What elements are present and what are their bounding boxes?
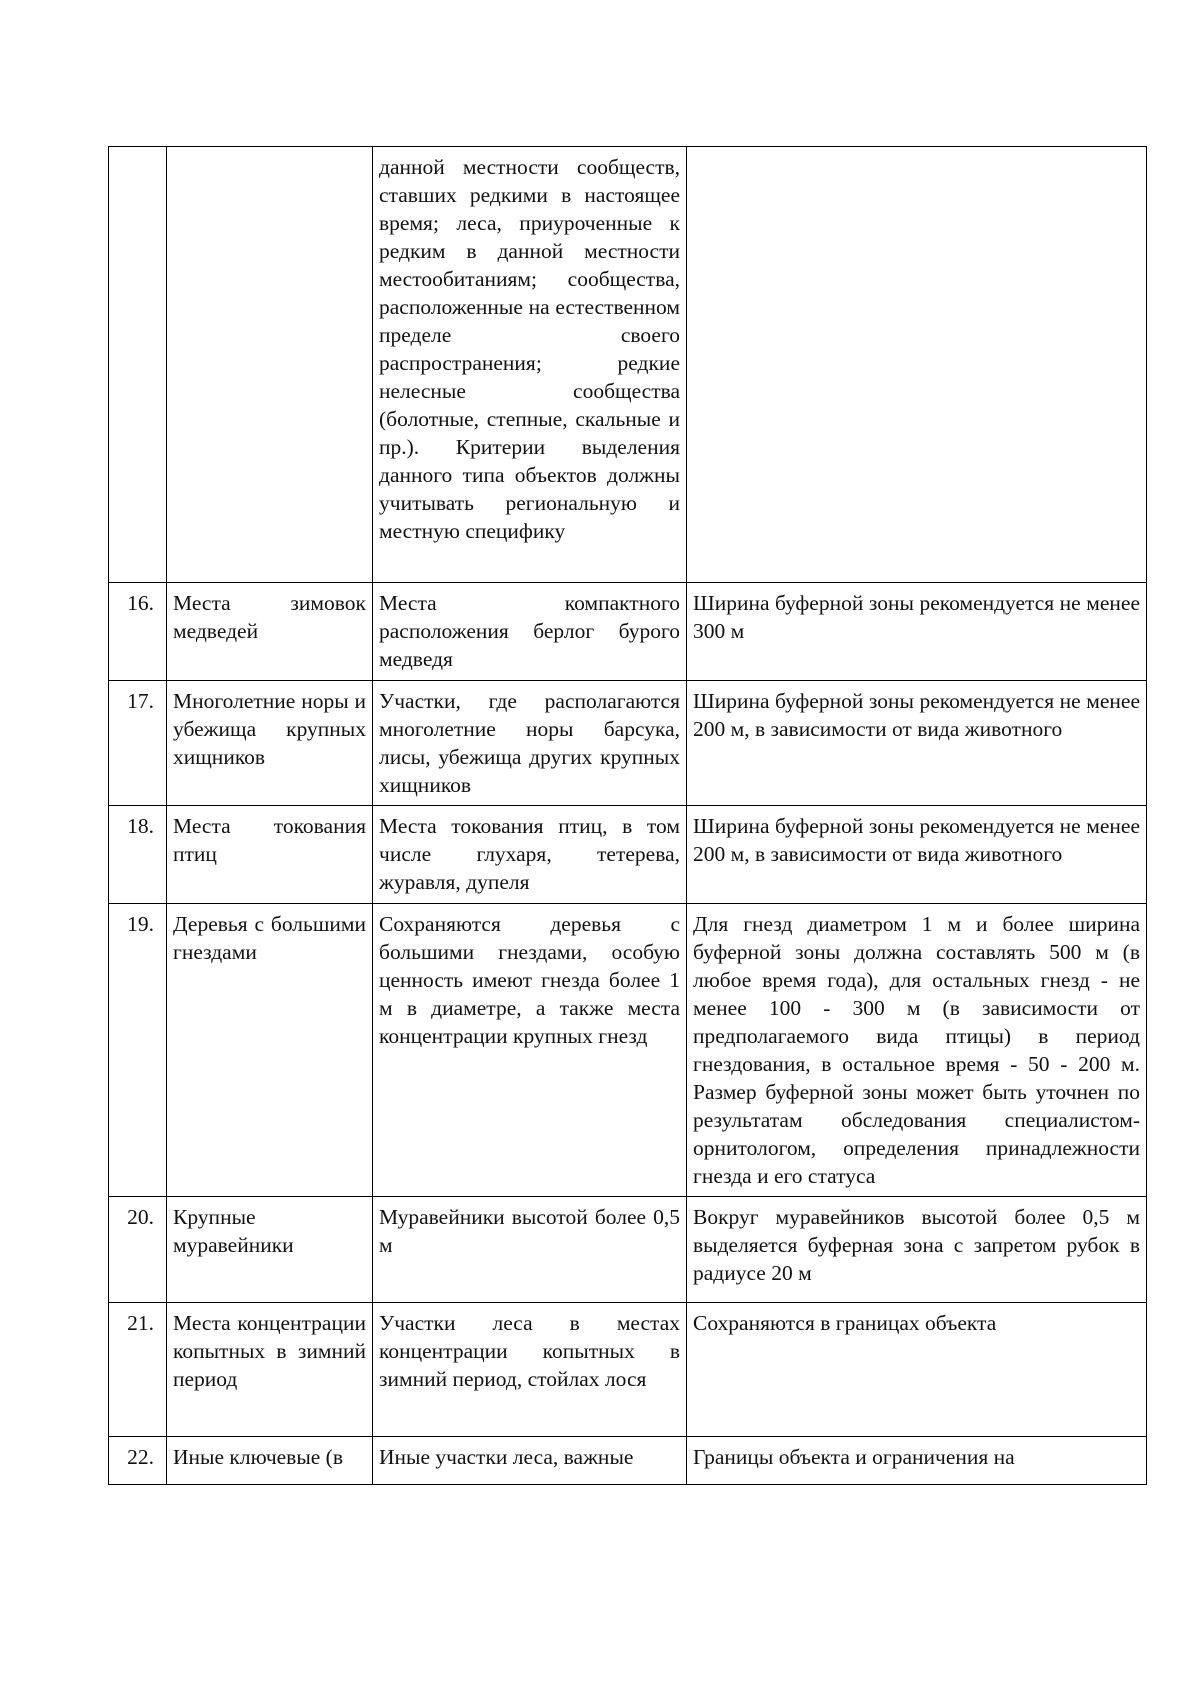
buffer-zone-cell [687,1197,1147,1303]
row-number-cell: 20. [109,1197,167,1303]
object-description-cell [373,806,687,904]
object-description-text: Сохраняются деревья с большими гнездами, особую ценность имеют гнезда более 1 м в диаметре, а также места концентрации крупных гнезд [379,912,680,1048]
object-description-text: Иные участки леса, важные [379,1445,634,1469]
object-name-cell [167,583,373,681]
buffer-zone-cell [687,1437,1147,1485]
object-name-text: Места концентрации копытных в зимний период [173,1311,366,1391]
buffer-zone-text: Ширина буферной зоны рекомендуется не менее 200 м, в зависимости от вида животного [693,689,1140,741]
object-name-text: Места зимовок медведей [173,591,366,643]
object-name-text: Деревья с большими гнездами [173,912,366,964]
object-description-text: Места компактного расположения берлог бурого медведя [379,591,680,671]
object-description-text: Участки, где располагаются многолетние норы барсука, лисы, убежища других крупных хищников [379,689,680,797]
buffer-zone-cell [687,904,1147,1197]
object-description-text: Участки леса в местах концентрации копытных в зимний период, стойлах лося [379,1311,680,1391]
buffer-zone-text: Для гнезд диаметром 1 м и более ширина буферной зоны должна составлять 500 м (в любое время года), для остальных гнезд - не менее 100 - 300 м (в зависимости от предполагаемого вида птицы) в период гнездования, в остальное время - 50 - 200 м. Размер буферной зоны может быть уточнен по результатам обследования специалистом-орнитологом, определения принадлежности гнезда и его статуса [693,912,1140,1188]
table-row-continuation [109,147,1147,583]
buffer-zone-cell [687,147,1147,583]
row-number-cell: 16. [109,583,167,681]
object-name-cell [167,147,373,583]
table-row [109,1303,1147,1437]
buffer-zone-cell [687,806,1147,904]
object-name-cell [167,904,373,1197]
object-name-text: Места токования птиц [173,814,366,866]
object-name-text: Иные ключевые (в [173,1445,343,1469]
object-name-cell [167,806,373,904]
row-number-cell [109,147,167,583]
row-number-cell: 19. [109,904,167,1197]
object-name-text: Многолетние норы и убежища крупных хищников [173,689,366,769]
table-row [109,1437,1147,1485]
protected-objects-table [108,146,1147,1485]
object-description-cell [373,583,687,681]
object-description-cell [373,1303,687,1437]
table-row [109,583,1147,681]
buffer-zone-text: Вокруг муравейников высотой более 0,5 м выделяется буферная зона с запретом рубок в радиусе 20 м [693,1205,1140,1285]
object-name-cell [167,1437,373,1485]
table-row [109,1197,1147,1303]
buffer-zone-cell [687,1303,1147,1437]
object-description-cell [373,1197,687,1303]
document-page [108,146,1146,1485]
object-name-cell [167,1303,373,1437]
buffer-zone-cell [687,583,1147,681]
row-number-cell: 18. [109,806,167,904]
row-number-cell: 22. [109,1437,167,1485]
buffer-zone-text: Ширина буферной зоны рекомендуется не менее 200 м, в зависимости от вида животного [693,814,1140,866]
buffer-zone-cell [687,681,1147,806]
object-description-cell [373,1437,687,1485]
object-name-text: Крупные муравейники [173,1205,294,1257]
buffer-zone-text: Сохраняются в границах объекта [693,1311,997,1335]
buffer-zone-text: Границы объекта и ограничения на [693,1445,1015,1469]
object-description-cell [373,904,687,1197]
table-row [109,904,1147,1197]
row-number-cell: 21. [109,1303,167,1437]
object-description-cell [373,681,687,806]
table-row [109,681,1147,806]
object-name-cell [167,1197,373,1303]
object-description-text: Муравейники высотой более 0,5 м [379,1205,680,1257]
row-number-cell: 17. [109,681,167,806]
buffer-zone-text: Ширина буферной зоны рекомендуется не менее 300 м [693,591,1140,643]
object-name-cell [167,681,373,806]
object-description-text: Места токования птиц, в том числе глухаря, тетерева, журавля, дупеля [379,814,680,894]
object-description-cell [373,147,687,583]
table-row [109,806,1147,904]
object-description-text: данной местности сообществ, ставших редкими в настоящее время; леса, приуроченные к редким в данной местности местообитаниям; сообщества, расположенные на естественном пределе своего распространения; редкие нелесные сообщества (болотные, степные, скальные и пр.). Критерии выделения данного типа объектов должны учитывать региональную и местную специфику [379,155,680,543]
